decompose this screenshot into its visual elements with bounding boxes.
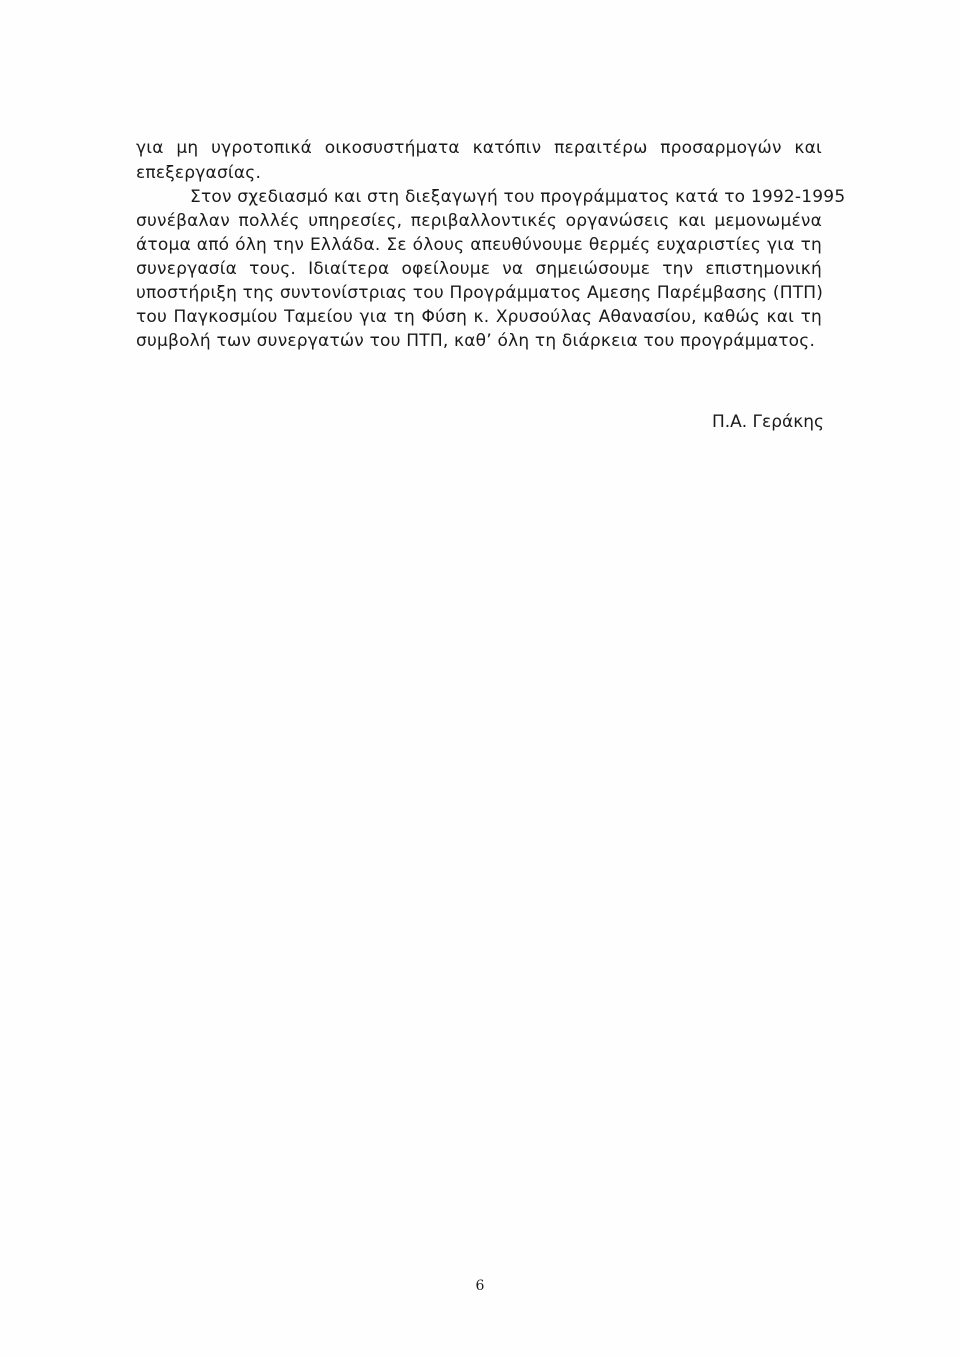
page-number: 6 [475, 1278, 485, 1294]
text-line-4: συνέβαλαν πολλές υπηρεσίες, περιβαλλοντικές οργανώσεις και μεμονωμένα [136, 211, 822, 231]
text-line-5: άτομα από όλη την Ελλάδα. Σε όλους απευθύνουμε θερμές ευχαριστίες για τη [136, 235, 822, 255]
text-line-3: Στον σχεδιασμό και στη διεξαγωγή του προγράμματος κατά το 1992-1995 [190, 187, 846, 207]
text-line-1: για μη υγροτοπικά οικοσυστήματα κατόπιν περαιτέρω προσαρμογών και [136, 138, 822, 158]
text-line-9: συμβολή των συνεργατών του ΠΤΠ, καθ’ όλη τη διάρκεια του προγράμματος. [136, 331, 816, 351]
author-signature: Π.Α. Γεράκης [711, 412, 824, 432]
text-line-6: συνεργασία τους. Ιδιαίτερα οφείλουμε να σημειώσουμε την επιστημονική [136, 259, 822, 279]
text-line-7: υποστήριξη της συντονίστριας του Προγράμματος Αμεσης Παρέμβασης (ΠΤΠ) [136, 283, 824, 303]
text-line-2: επεξεργασίας. [136, 163, 262, 183]
text-line-8: του Παγκοσμίου Ταμείου για τη Φύση κ. Χρυσούλας Αθανασίου, καθώς και τη [136, 307, 822, 327]
